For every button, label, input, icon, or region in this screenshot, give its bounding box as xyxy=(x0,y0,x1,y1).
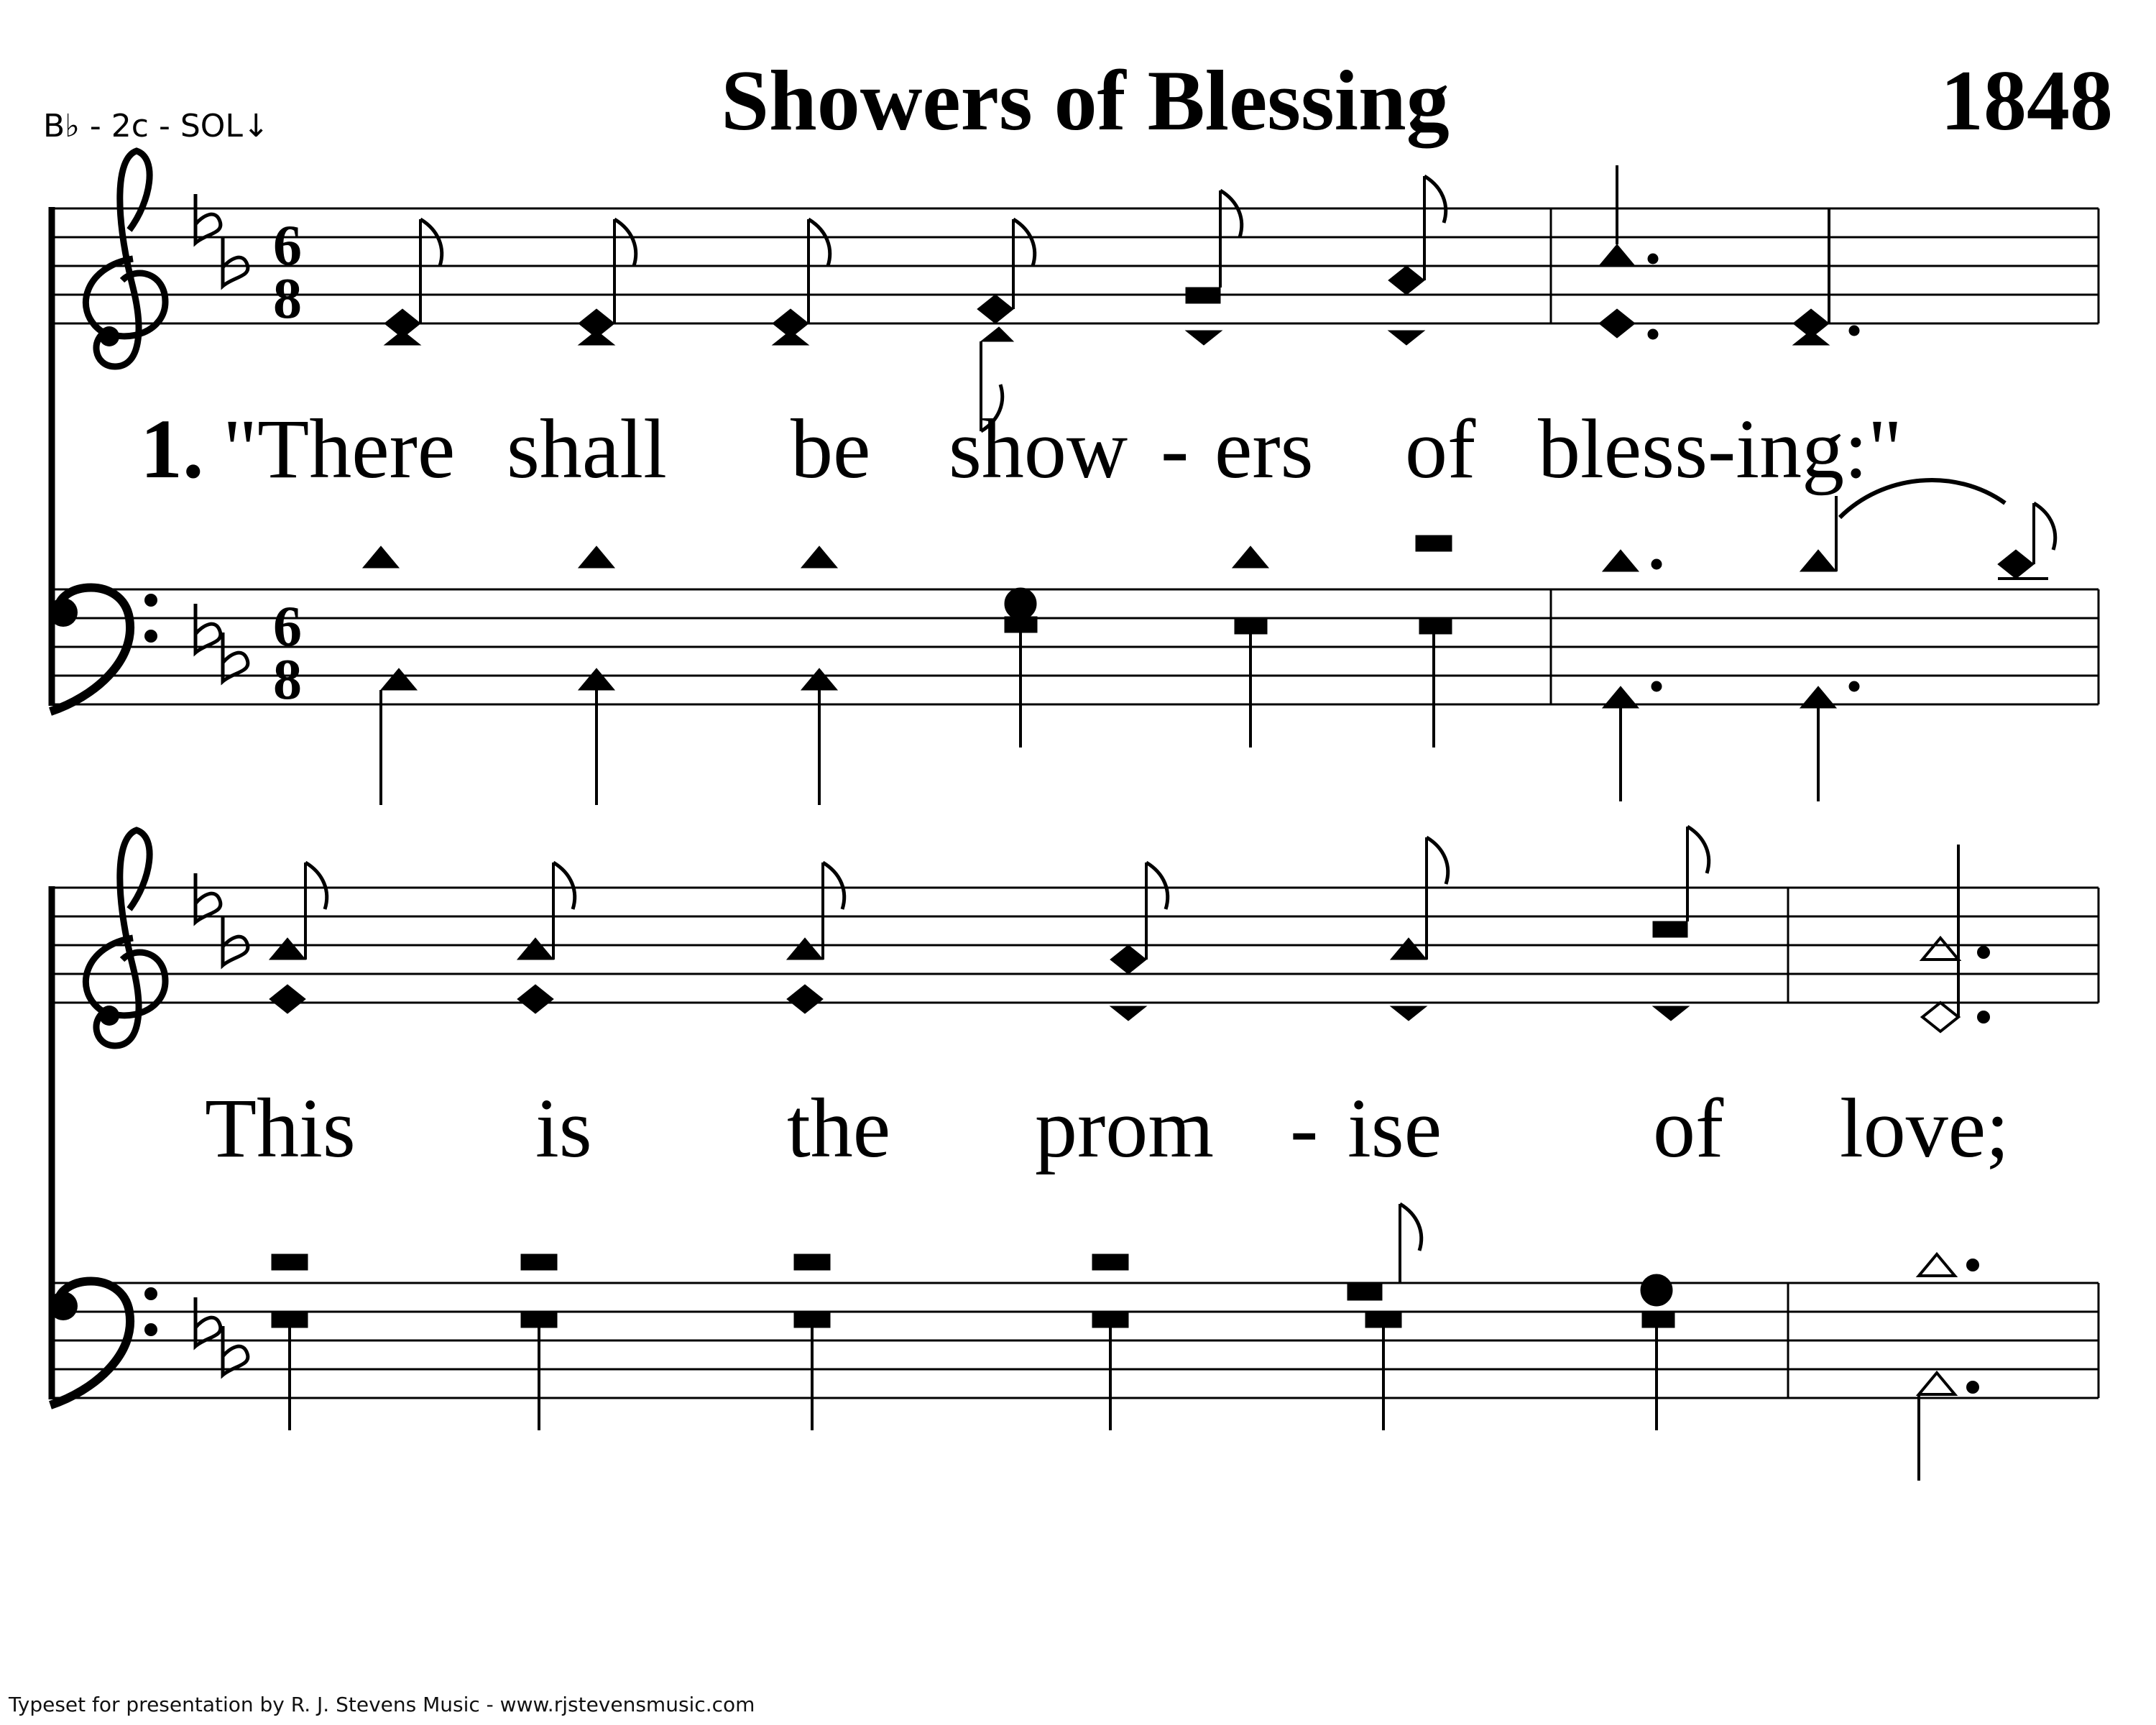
note xyxy=(1919,1254,1955,1276)
treble-notes-m2 xyxy=(1599,165,1859,345)
note xyxy=(1800,496,1859,801)
flat-icon xyxy=(223,916,248,965)
note xyxy=(1998,503,2055,579)
treble-notes-m3 xyxy=(270,827,1709,1021)
lyric-syllable: be xyxy=(791,402,871,496)
lyric-syllable: is xyxy=(535,1081,592,1175)
hymn-title: Showers of Blessing xyxy=(721,52,1450,148)
time-signature: 6 xyxy=(273,214,302,277)
lyric-syllable: This xyxy=(205,1081,356,1175)
footer-credit: Typeset for presentation by R. J. Stevens Music - www.rjstevensmusic.com xyxy=(9,1693,755,1716)
note xyxy=(1416,535,1452,748)
time-signature: 6 xyxy=(273,595,302,658)
lyric-syllable: bless-ing:" xyxy=(1538,402,1903,496)
note xyxy=(1186,190,1242,345)
flat-icon xyxy=(195,604,221,653)
bass-clef-icon xyxy=(49,588,157,712)
note xyxy=(1391,837,1448,1021)
flat-icon xyxy=(223,237,248,286)
lyric-hyphen: - xyxy=(1290,1081,1319,1175)
lyric-syllable: the xyxy=(787,1081,891,1175)
treble-staff-1 xyxy=(50,208,2099,323)
treble-clef-icon xyxy=(86,151,165,367)
hymn-number: 1848 xyxy=(1940,52,2113,148)
note xyxy=(794,1254,830,1430)
verse-number: 1. xyxy=(140,402,204,496)
lyric-syllable: shall xyxy=(507,402,667,496)
note xyxy=(977,219,1035,431)
lyric-syllable: show xyxy=(949,402,1128,496)
treble-notes-m1 xyxy=(384,176,1446,431)
note xyxy=(1348,1204,1422,1430)
treble-staff-2 xyxy=(50,888,2099,1003)
lyric-syllable: ers xyxy=(1215,402,1314,496)
bass-notes-m3 xyxy=(272,1204,1674,1430)
lyric-syllable: love; xyxy=(1840,1081,2009,1175)
note xyxy=(521,1254,557,1430)
note xyxy=(1092,1254,1128,1430)
lyric-hyphen: - xyxy=(1161,402,1189,496)
flat-icon xyxy=(223,632,248,681)
note xyxy=(1599,165,1658,339)
lyric-syllable: "There xyxy=(223,402,456,496)
bass-staff-2 xyxy=(50,1283,2099,1398)
bass-clef-icon xyxy=(49,1282,157,1406)
key-label: B♭ - 2c - SOL↓ xyxy=(43,108,270,144)
note xyxy=(787,862,844,1013)
note xyxy=(1110,862,1168,1021)
lyric-syllable: ise xyxy=(1348,1081,1442,1175)
lyric-syllable: of xyxy=(1405,402,1476,496)
flat-icon xyxy=(195,194,221,243)
bass-notes-m2 xyxy=(1603,480,2055,801)
lyric-syllable: prom xyxy=(1035,1081,1215,1175)
note xyxy=(1388,176,1446,345)
note xyxy=(272,1254,308,1430)
note xyxy=(1922,1003,1958,1031)
flat-icon xyxy=(195,1297,221,1346)
bass-notes-m1 xyxy=(363,535,1452,805)
time-signature: 8 xyxy=(273,267,302,331)
note xyxy=(1653,827,1709,1021)
note xyxy=(270,862,327,1013)
lyric-syllable: of xyxy=(1653,1081,1724,1175)
note xyxy=(1005,588,1037,748)
note xyxy=(1919,1373,1955,1394)
flat-icon xyxy=(223,1326,248,1375)
note xyxy=(517,862,575,1013)
note xyxy=(1922,938,1958,960)
flat-icon xyxy=(195,873,221,922)
bass-notes-m4 xyxy=(1919,1254,1978,1481)
treble-clef-icon xyxy=(86,830,165,1046)
time-signature: 8 xyxy=(273,648,302,712)
bass-staff-1 xyxy=(50,589,2099,704)
note xyxy=(1641,1274,1674,1430)
